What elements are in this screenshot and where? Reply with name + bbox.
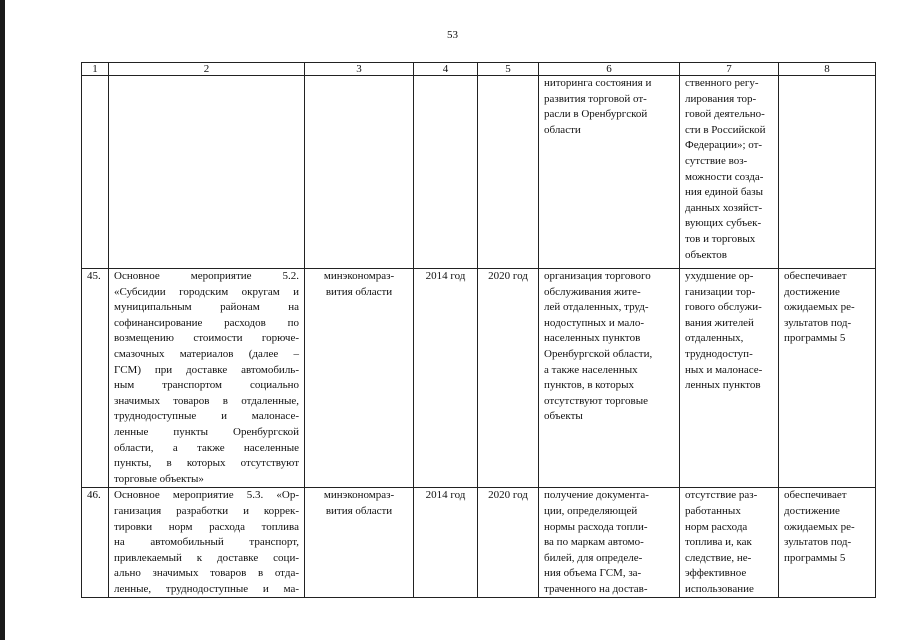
cell-executor	[305, 488, 414, 598]
cell-consequences	[680, 269, 779, 488]
text-line: работанных	[685, 504, 741, 517]
text-line: вания жителей	[685, 316, 754, 329]
text-line: организация торгового	[544, 270, 651, 282]
col-header-8: 8	[779, 63, 876, 76]
text-line: обслуживания жите-	[544, 285, 641, 298]
text-line: топлива и, как	[685, 536, 752, 549]
text-line: достижение	[784, 285, 840, 298]
text-line: ухудшение ор-	[685, 270, 754, 282]
cell-end-year: 2020 год	[478, 488, 539, 598]
text-line: использование	[685, 582, 754, 595]
table-row-continued	[82, 76, 876, 269]
text-line: муниципальным районам на	[114, 301, 299, 314]
cell-executor	[305, 269, 414, 488]
cell-activity	[109, 488, 305, 598]
text-line: ния единой базы	[685, 186, 764, 199]
text-line: вития области	[325, 285, 393, 298]
text-line: обеспечивает	[784, 489, 847, 502]
text-line: ГСМ) при доставке автомобиль-	[114, 363, 299, 376]
text-line: билей, для определе-	[544, 551, 643, 564]
text-line: ния объема ГСМ, за-	[544, 567, 642, 580]
text-line: Основное мероприятие 5.3. «Ор-	[114, 489, 299, 502]
text-line: данных хозяйст-	[685, 201, 763, 214]
text-line: области	[544, 123, 581, 136]
cell-activity	[109, 269, 305, 488]
text-line: минэкономраз-	[323, 270, 395, 282]
text-line: эффективное	[685, 567, 747, 580]
text-line: расли в Оренбургской	[544, 108, 648, 121]
text-line: вития области	[325, 504, 393, 517]
text-line: минэкономраз-	[323, 489, 395, 502]
text-line: обеспечивает	[784, 270, 847, 282]
col-header-7: 7	[680, 63, 779, 76]
text-line: отдаленных,	[685, 332, 744, 345]
cell-executor	[305, 76, 414, 269]
text-line: пункты, в которых отсутствуют	[114, 457, 299, 470]
col-header-6: 6	[539, 63, 680, 76]
text-line: ственного регу-	[685, 77, 759, 89]
program-table	[81, 62, 876, 598]
page-number: 53	[447, 29, 458, 41]
text-line: получение документа-	[544, 489, 649, 502]
text-line: программы 5	[784, 551, 846, 564]
text-line: на автомобильный транспорт,	[114, 536, 299, 549]
cell-expected-result	[539, 269, 680, 488]
text-line: ных и малонасе-	[685, 363, 763, 376]
text-line: ганизации тор-	[685, 285, 756, 298]
text-line: зультатов под-	[784, 536, 852, 549]
text-line: гового обслужи-	[685, 301, 762, 314]
text-line: ожидаемых ре-	[784, 520, 855, 533]
text-line: труднодоступные и малонасе-	[114, 410, 299, 423]
text-line: ленные пункты Оренбургской	[114, 425, 299, 438]
text-line: Оренбургской области,	[544, 347, 653, 360]
text-line: ганизация разработки и коррек-	[114, 504, 299, 517]
cell-start-year: 2014 год	[414, 269, 478, 488]
text-line: программы 5	[784, 332, 846, 345]
text-line: смазочных материалов (далее –	[114, 347, 299, 360]
text-line: а также населенных	[544, 363, 638, 376]
cell-number: 45.	[82, 269, 109, 488]
text-line: ции, определяющей	[544, 504, 638, 517]
table-row-45	[82, 269, 876, 488]
text-line: тировки норм расхода топлива	[114, 520, 299, 533]
text-line: труднодоступ-	[685, 347, 753, 360]
text-line: нодоступных и мало-	[544, 316, 645, 329]
text-line: отсутствуют торговые	[544, 394, 648, 407]
text-line: объектов	[685, 248, 727, 261]
cell-activity	[109, 76, 305, 269]
text-line: пунктов, в которых	[544, 379, 634, 392]
cell-consequences	[680, 488, 779, 598]
cell-number	[82, 76, 109, 269]
text-line: сти в Российской	[685, 123, 766, 136]
text-line: ожидаемых ре-	[784, 301, 855, 314]
text-line: значимых товаров в отдаленные,	[114, 394, 299, 407]
text-line: вующих субъек-	[685, 217, 762, 230]
text-line: достижение	[784, 504, 840, 517]
text-line: норм расхода	[685, 520, 748, 533]
text-line: отсутствие раз-	[685, 489, 758, 502]
cell-link	[779, 269, 876, 488]
text-line: ально значимых товаров в отда-	[114, 567, 299, 580]
cell-consequences	[680, 76, 779, 269]
text-line: населенных пунктов	[544, 332, 641, 345]
text-line: нормы расхода топли-	[544, 520, 648, 533]
text-line: Основное мероприятие 5.2.	[114, 270, 299, 282]
text-line: области, а также населенные	[114, 441, 299, 454]
text-line: Федерации»; от-	[685, 139, 763, 152]
text-line: ленные, труднодоступные и ма-	[114, 582, 299, 595]
cell-end-year: 2020 год	[478, 269, 539, 488]
scan-edge-bar	[0, 0, 5, 640]
cell-expected-result	[539, 488, 680, 598]
text-line: объекты	[544, 410, 583, 423]
text-line: торговые объекты»	[114, 472, 204, 485]
col-header-3: 3	[305, 63, 414, 76]
text-line: ным транспортом социально	[114, 379, 299, 392]
cell-start-year: 2014 год	[414, 488, 478, 598]
text-line: тов и торговых	[685, 232, 756, 245]
col-header-1: 1	[82, 63, 109, 76]
cell-start-year	[414, 76, 478, 269]
text-line: следствие, не-	[685, 551, 752, 564]
text-line: ленных пунктов	[685, 379, 761, 392]
text-line: говой деятельно-	[685, 108, 765, 121]
text-line: софинансирование расходов по	[114, 316, 299, 329]
text-line: ниторинга состояния и	[544, 77, 652, 89]
text-line: можности созда-	[685, 170, 764, 183]
cell-end-year	[478, 76, 539, 269]
cell-number: 46.	[82, 488, 109, 598]
cell-link	[779, 488, 876, 598]
text-line: лей отдаленных, труд-	[544, 301, 649, 314]
text-line: привлекаемый к доставке соци-	[114, 551, 299, 564]
col-header-2: 2	[109, 63, 305, 76]
text-line: ва по маркам автомо-	[544, 536, 644, 549]
table-row-46	[82, 488, 876, 598]
col-header-4: 4	[414, 63, 478, 76]
cell-expected-result	[539, 76, 680, 269]
text-line: возмещению стоимости горюче-	[114, 332, 299, 345]
col-header-5: 5	[478, 63, 539, 76]
text-line: сутствие воз-	[685, 154, 748, 167]
text-line: «Субсидии городским округам и	[114, 285, 299, 298]
table-header-row	[82, 63, 876, 76]
cell-link	[779, 76, 876, 269]
text-line: траченного на достав-	[544, 582, 648, 595]
text-line: лирования тор-	[685, 92, 757, 105]
text-line: развития торговой от-	[544, 92, 647, 105]
text-line: зультатов под-	[784, 316, 852, 329]
